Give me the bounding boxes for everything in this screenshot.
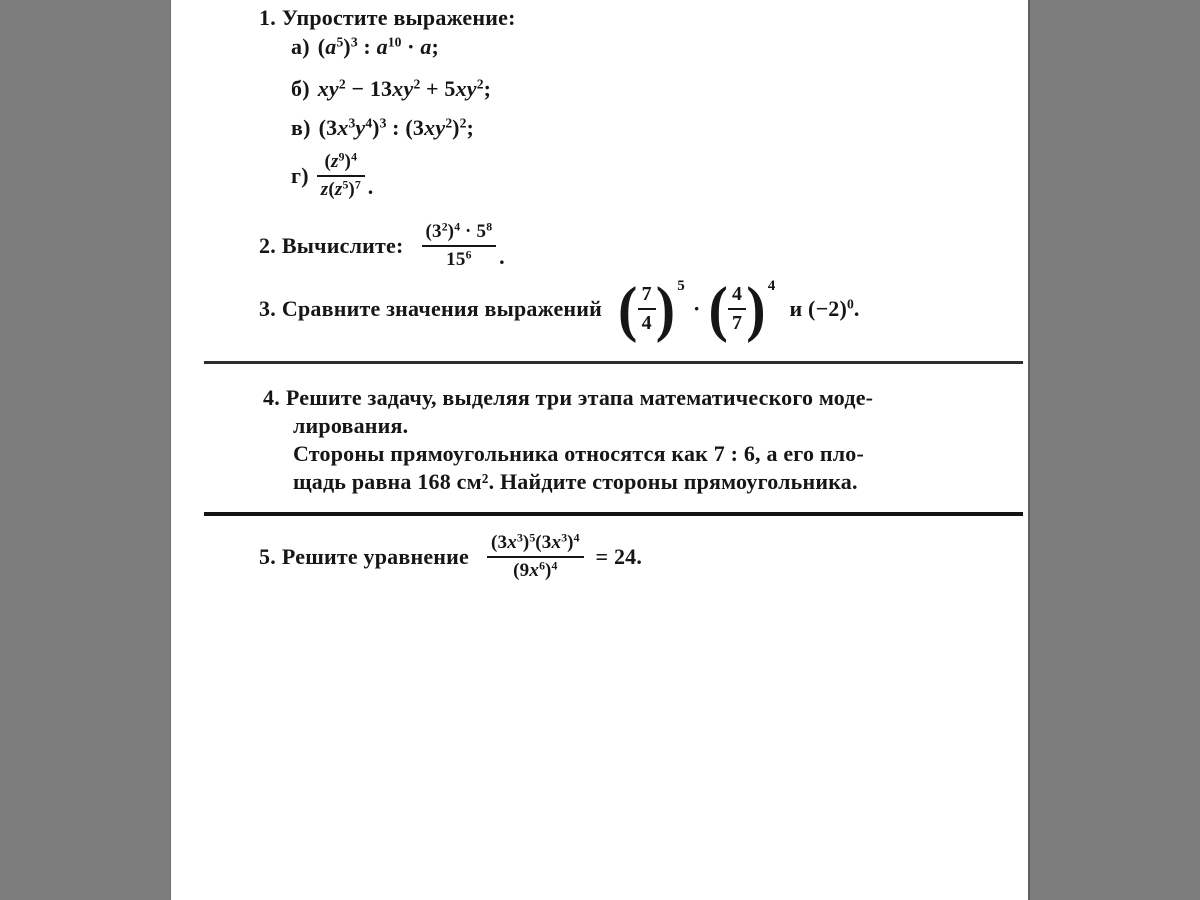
problem-1-item-v [291, 115, 474, 141]
punctuation: . [499, 243, 505, 269]
problem-1-header [259, 5, 516, 31]
problem-number: 1. [259, 5, 276, 30]
math-expression: и $(-2)^0$. [789, 296, 860, 321]
problem-number: 5. [259, 543, 276, 569]
math-expression: $(3x^3y^4)^3$ : $(3xy^2)^2$; [318, 115, 474, 140]
text-line: лирования. [293, 413, 409, 438]
multiplication-dot: · [692, 296, 701, 321]
left-paren: ( [618, 273, 638, 344]
document-page [170, 0, 1030, 900]
fraction-numerator: 4 [728, 283, 746, 310]
divider-line [204, 512, 1023, 516]
item-label: а) [291, 34, 310, 59]
text-line: Стороны прямоугольника относятся как 7 : 6, а его пло- [293, 441, 864, 466]
fraction [317, 151, 365, 201]
fraction-denominator: $z(z^5)^7$ [320, 178, 361, 200]
fraction-denominator: $(9x^6)^4$ [513, 559, 558, 581]
problem-5 [259, 532, 642, 582]
problem-title: Сравните значения выражений [281, 296, 603, 321]
paren-fraction [708, 273, 776, 344]
fraction-numerator: $(z^9)^4$ [317, 151, 365, 177]
problem-number: 4. [263, 385, 280, 410]
divider-line [204, 361, 1023, 364]
item-label: в) [291, 115, 311, 140]
problem-title: Решите уравнение [281, 543, 470, 569]
item-label: б) [291, 76, 310, 101]
fraction-numerator: 7 [638, 283, 656, 310]
fraction [728, 283, 746, 335]
math-expression: $xy^2 - 13xy^2 + 5xy^2$; [317, 76, 492, 101]
problem-title: Упростите выражение: [281, 5, 516, 30]
equation-result: = 24. [595, 543, 643, 569]
problem-1-item-b [291, 76, 491, 102]
fraction-denominator: $15^6$ [446, 248, 472, 270]
problem-3 [259, 273, 860, 344]
paren-fraction [618, 273, 685, 344]
fraction [422, 221, 497, 271]
fraction-denominator: 7 [732, 312, 743, 334]
fraction-denominator: 4 [641, 312, 652, 334]
fraction [638, 283, 656, 335]
exponent: 5 [677, 278, 685, 294]
fraction-numerator: $(3^2)^4 \cdot 5^8$ [422, 221, 497, 247]
problem-1-item-a [291, 34, 439, 60]
problem-number: 2. [259, 232, 276, 258]
math-expression: $(a^5)^3$ : $a^{10} \cdot a$; [317, 34, 440, 59]
right-paren: ) [655, 273, 676, 344]
fraction [487, 532, 584, 582]
exponent: 4 [767, 278, 776, 294]
text: Решите задачу, выделяя три этапа математического моде- [285, 385, 874, 410]
fraction-numerator: $(3x^3)^5(3x^3)^4$ [487, 532, 584, 558]
text-line: щадь равна 168 см². Найдите стороны прямоугольника. [293, 469, 858, 494]
problem-1-item-g [291, 151, 373, 201]
problem-4 [263, 384, 1003, 496]
item-label: г) [291, 162, 309, 188]
text-line [263, 384, 1003, 412]
problem-2 [259, 221, 505, 271]
left-paren: ( [708, 273, 729, 344]
right-paren: ) [746, 273, 766, 344]
punctuation: . [367, 173, 374, 199]
problem-title: Вычислите: [281, 232, 404, 258]
problem-number: 3. [259, 296, 276, 321]
